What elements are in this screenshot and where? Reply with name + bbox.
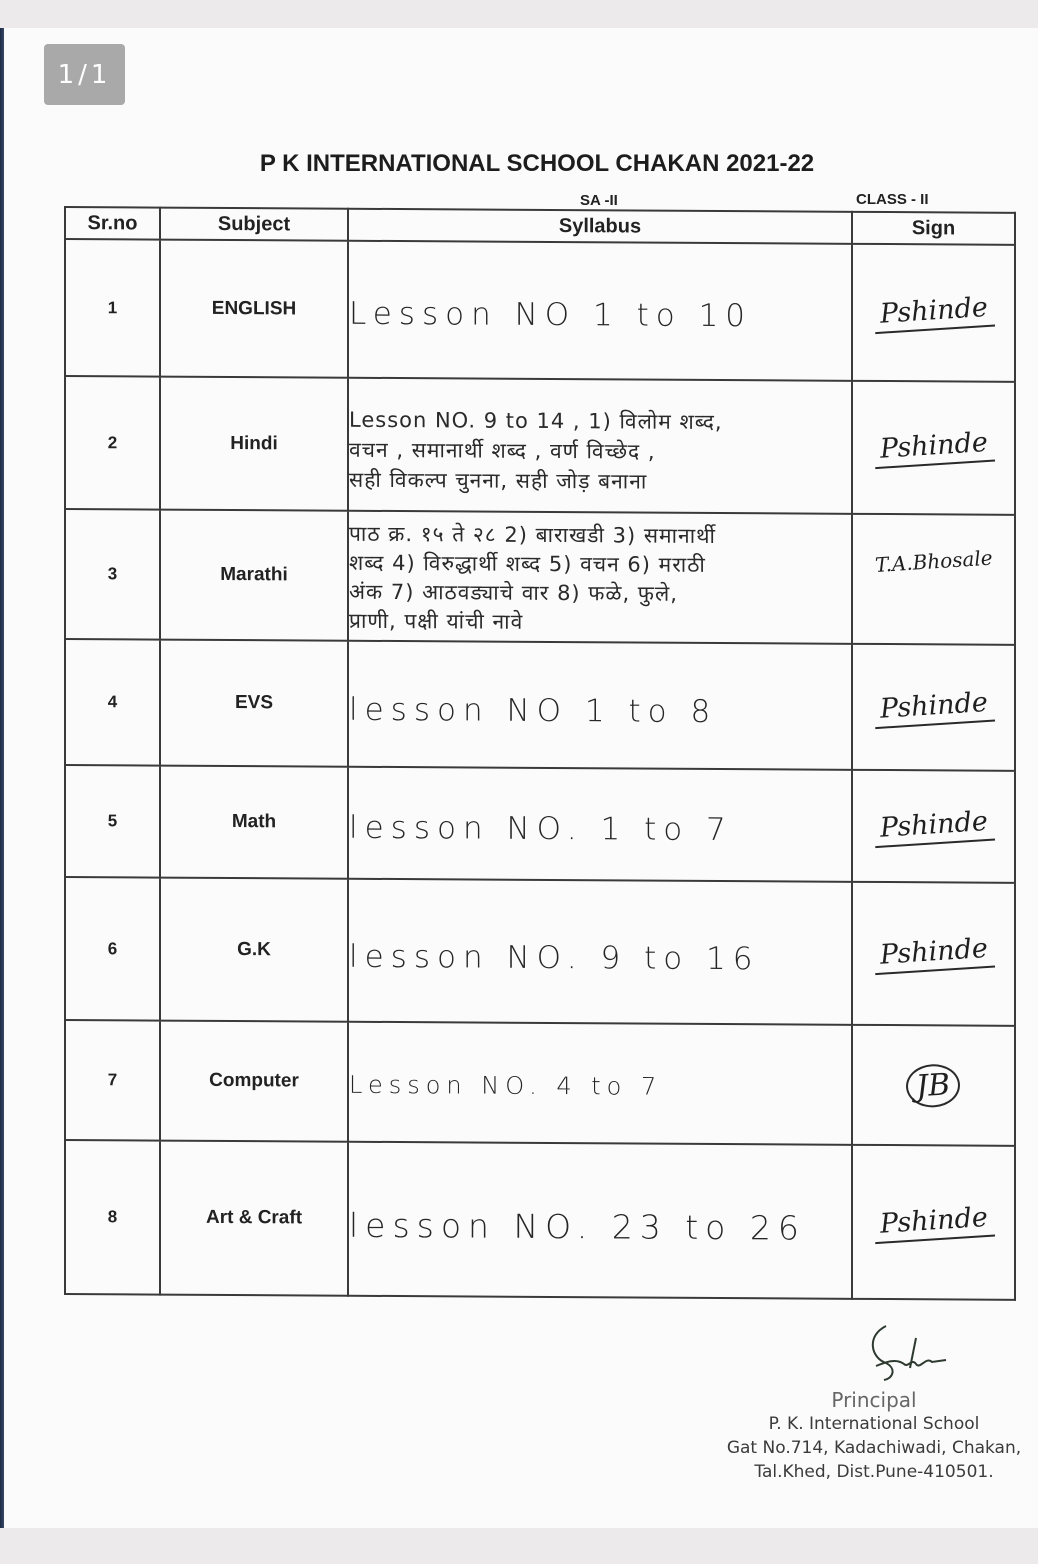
stamp-school: P. K. International School (768, 1414, 980, 1434)
header-syllabus: Syllabus (348, 209, 852, 244)
signature: T.A.Bhosale (873, 545, 993, 578)
row-sign (852, 1025, 1015, 1146)
row-syllabus (348, 1142, 852, 1299)
signature: Pshinde (872, 292, 994, 335)
signature: Pshinde (872, 686, 994, 729)
principal-signature-icon (846, 1318, 966, 1388)
syllabus-text: Lesson NO. 4 to 7 (349, 1070, 663, 1101)
exam-label: SA -II (580, 192, 618, 209)
table-row (65, 1140, 1015, 1300)
table-row (65, 639, 1015, 771)
row-subject: Art & Craft (160, 1141, 348, 1296)
row-syllabus (348, 511, 852, 644)
table-row (65, 877, 1015, 1026)
row-subject: EVS (160, 640, 348, 767)
row-srno: 4 (65, 639, 160, 766)
row-sign (852, 644, 1015, 771)
row-srno: 5 (65, 765, 160, 878)
row-subject: G.K (160, 878, 348, 1022)
row-subject: Math (160, 766, 348, 879)
row-syllabus (348, 641, 852, 770)
row-sign (852, 882, 1015, 1026)
table-row (65, 1020, 1015, 1146)
row-srno: 7 (65, 1020, 160, 1141)
row-subject: Marathi (160, 510, 348, 641)
signature: Pshinde (872, 933, 994, 976)
syllabus-text: lesson NO. 9 to 16 (349, 938, 760, 977)
class-label: CLASS - II (856, 191, 929, 208)
syllabus-text: प्राणी, पक्षी यांची नावे (349, 608, 524, 634)
syllabus-text: वचन , समानार्थी शब्द , वर्ण विच्छेद , (349, 437, 656, 464)
row-subject: Computer (160, 1021, 348, 1142)
syllabus-text: lesson NO. 1 to 7 (349, 809, 733, 849)
syllabus-text: Lesson NO. 9 to 14 , 1) विलोम शब्द, (349, 407, 723, 434)
row-srno: 6 (65, 877, 160, 1021)
row-syllabus (348, 378, 852, 514)
table-row (65, 765, 1015, 883)
row-syllabus (348, 1022, 852, 1145)
syllabus-text: lesson NO. 23 to 26 (349, 1205, 806, 1248)
page-indicator: 1/1 (44, 44, 125, 105)
table-row (65, 239, 1015, 382)
syllabus-text: Lesson NO 1 to 10 (349, 295, 753, 334)
stamp-district: Tal.Khed, Dist.Pune-410501. (754, 1462, 994, 1482)
header-subject: Subject (160, 208, 348, 241)
syllabus-table (64, 206, 1016, 1301)
signature: JB (905, 1062, 962, 1108)
syllabus-text: पाठ क्र. १५ ते २८ 2) बाराखडी 3) समानार्थी (349, 521, 716, 548)
header-srno: Sr.no (65, 207, 160, 240)
row-syllabus (348, 879, 852, 1025)
stamp-title: Principal (831, 1388, 917, 1412)
row-syllabus (348, 767, 852, 882)
row-srno: 2 (65, 376, 160, 510)
row-subject: ENGLISH (160, 240, 348, 378)
row-sign (852, 770, 1015, 883)
row-subject: Hindi (160, 377, 348, 511)
row-srno: 1 (65, 239, 160, 377)
row-sign (852, 381, 1015, 515)
syllabus-text: अंक 7) आठवड्याचे वार 8) फळे, फुले, (349, 579, 678, 606)
document-title: P K INTERNATIONAL SCHOOL CHAKAN 2021-22 (259, 150, 815, 177)
syllabus-text: सही विकल्प चुनना, सही जोड़ बनाना (349, 467, 648, 494)
row-srno: 8 (65, 1140, 160, 1295)
row-sign (852, 514, 1015, 645)
row-srno: 3 (65, 509, 160, 640)
row-sign (852, 244, 1015, 382)
row-sign (852, 1145, 1015, 1300)
syllabus-text: lesson NO 1 to 8 (349, 691, 718, 730)
header-sign: Sign (852, 212, 1015, 245)
syllabus-text: शब्द 4) विरुद्धार्थी शब्द 5) वचन 6) मराठी (349, 550, 706, 577)
row-syllabus (348, 241, 852, 381)
signature: Pshinde (872, 427, 994, 470)
signature: Pshinde (872, 1201, 994, 1244)
table-row (65, 509, 1015, 645)
principal-stamp (714, 1318, 1034, 1488)
table-row (65, 376, 1015, 515)
stamp-address: Gat No.714, Kadachiwadi, Chakan, (726, 1438, 1022, 1458)
signature: Pshinde (872, 805, 994, 848)
